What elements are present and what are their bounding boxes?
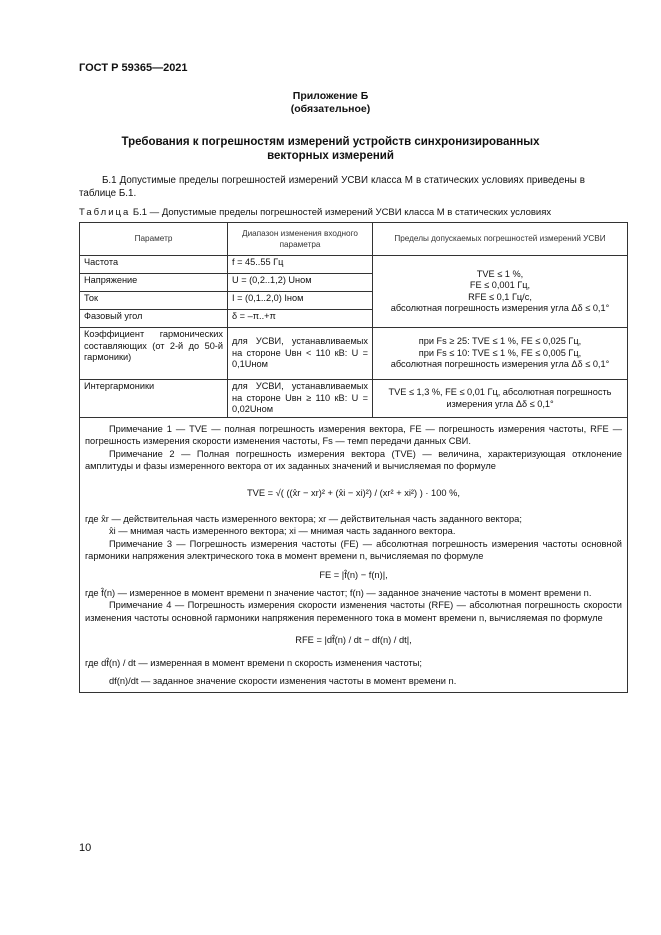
row-interharmonics-limit: TVE ≤ 1,3 %, FE ≤ 0,01 Гц, абсолютная погрешность измерения угла Δδ ≤ 0,1° [373,380,628,418]
section-title [0,135,661,163]
page-number: 10 [79,842,92,854]
limit-fe: FE ≤ 0,001 Гц, [469,280,531,290]
table-caption-text: Б.1 — Допустимые пределы погрешностей измерений УСВИ класса М в статических условиях [130,207,552,218]
section-title-line-2: векторных измерений [267,150,394,162]
header-limits: Пределы допускаемых погрешностей измерений УСВИ [373,223,628,256]
notes-row [80,418,628,693]
table-row [80,380,628,418]
document-header: ГОСТ Р 59365—2021 [79,62,188,74]
table-row [80,256,628,274]
appendix-title: Приложение Б [292,90,369,102]
notes-cell [80,418,628,693]
tve-formula: TVE = √( ((x̂r − xr)² + (x̂i − xi)²) / (xr² + xi²) ) · 100 %, [247,487,460,498]
fe-formula: FE = |f̂(n) − f(n)|, [319,569,388,580]
note-where-1: где x̂r — действительная часть измеренного вектора; xr — действительная часть заданного вектора; [85,514,522,525]
row-harmonics-limits [373,328,628,380]
table-caption [79,207,551,218]
note-3: Примечание 3 — Погрешность измерения частоты (FE) — абсолютная погрешность измерения частоты основной гармоники напряжения электрического тока в момент времени n, вычисляемая по формуле [85,538,622,562]
row-frequency-param: Частота [80,256,228,274]
row-phase-param: Фазовый угол [80,310,228,328]
limit-angle: абсолютная погрешность измерения угла Δδ ≤ 0,1° [390,303,610,313]
appendix-subtitle: (обязательное) [290,103,371,115]
header-range: Диапазон изменения входного параметра [228,223,373,256]
group-limits-cell [373,256,628,328]
row-interharmonics-range: для УСВИ, устанавливаемых на стороне Uвн ≥ 110 кВ: U = 0,02Uном [228,380,373,418]
note-where-2: x̂i — мнимая часть измеренного вектора; xi — мнимая часть заданного вектора. [109,526,456,537]
section-title-line-1: Требования к погрешностям измерений устройств синхронизированных [121,136,540,148]
limit-rfe: RFE ≤ 0,1 Гц/с, [468,291,532,302]
intro-paragraph: Б.1 Допустимые пределы погрешностей измерений УСВИ класса М в статических условиях приведены в таблице Б.1. [79,175,585,199]
harmonics-limit-1: при Fs ≥ 25: TVE ≤ 1 %, FE ≤ 0,025 Гц, [418,336,582,347]
table-row [80,328,628,380]
table-header-row [80,223,628,256]
note-2: Примечание 2 — Полная погрешность измерения вектора (TVE) — величина, характеризующая отклонение амплитуды и фазы измеренного вектора от их заданных значений и вычисляемая по формуле [85,448,622,472]
row-harmonics-range: для УСВИ, устанавливаемых на стороне Uвн < 110 кВ: U = 0,1Uном [228,328,373,380]
note-4: Примечание 4 — Погрешность измерения скорости изменения частоты (RFE) — абсолютная погрешность скорости изменения частоты основной гармоники напряжения переменного тока в момент времени n, вычисляемая по формуле [85,600,622,623]
row-frequency-range: f = 45..55 Гц [228,256,373,274]
note-where-3: где f̂(n) — измеренное в момент времени n значение частот; f(n) — заданное значение частоты в момент времени n. [85,588,592,599]
row-current-param: Ток [80,292,228,310]
note-where-4: где df̂(n) / dt — измеренная в момент времени n скорость изменения частоты; [85,657,423,668]
table-caption-prefix: Таблица [79,207,131,218]
row-phase-range: δ = –π..+π [228,310,373,328]
row-interharmonics-param: Интергармоники [80,380,228,418]
row-harmonics-param: Коэффициент гармонических составляющих (от 2-й до 50-й гармоники) [80,328,228,380]
header-parameter: Параметр [80,223,228,256]
row-voltage-range: U = (0,2..1,2) Uном [228,274,373,292]
note-where-5: df(n)/dt — заданное значение скорости изменения частоты в момент времени n. [109,676,457,687]
harmonics-limit-3: абсолютная погрешность измерения угла Δδ ≤ 0,1° [390,359,610,370]
rfe-formula: RFE = |df̂(n) / dt − df(n) / dt|, [295,635,412,646]
row-current-range: I = (0,1..2,0) Iном [228,292,373,310]
harmonics-limit-2: при Fs ≤ 10: TVE ≤ 1 %, FE ≤ 0,005 Гц, [418,347,582,358]
row-voltage-param: Напряжение [80,274,228,292]
limit-tve: TVE ≤ 1 %, [476,268,524,279]
note-1: Примечание 1 — TVE — полная погрешность измерения вектора, FE — погрешность измерения частоты, RFE — погрешность измерения скорости изменения частоты, Fs — темп передачи данных СВИ. [85,424,622,447]
error-limits-table [79,222,628,693]
